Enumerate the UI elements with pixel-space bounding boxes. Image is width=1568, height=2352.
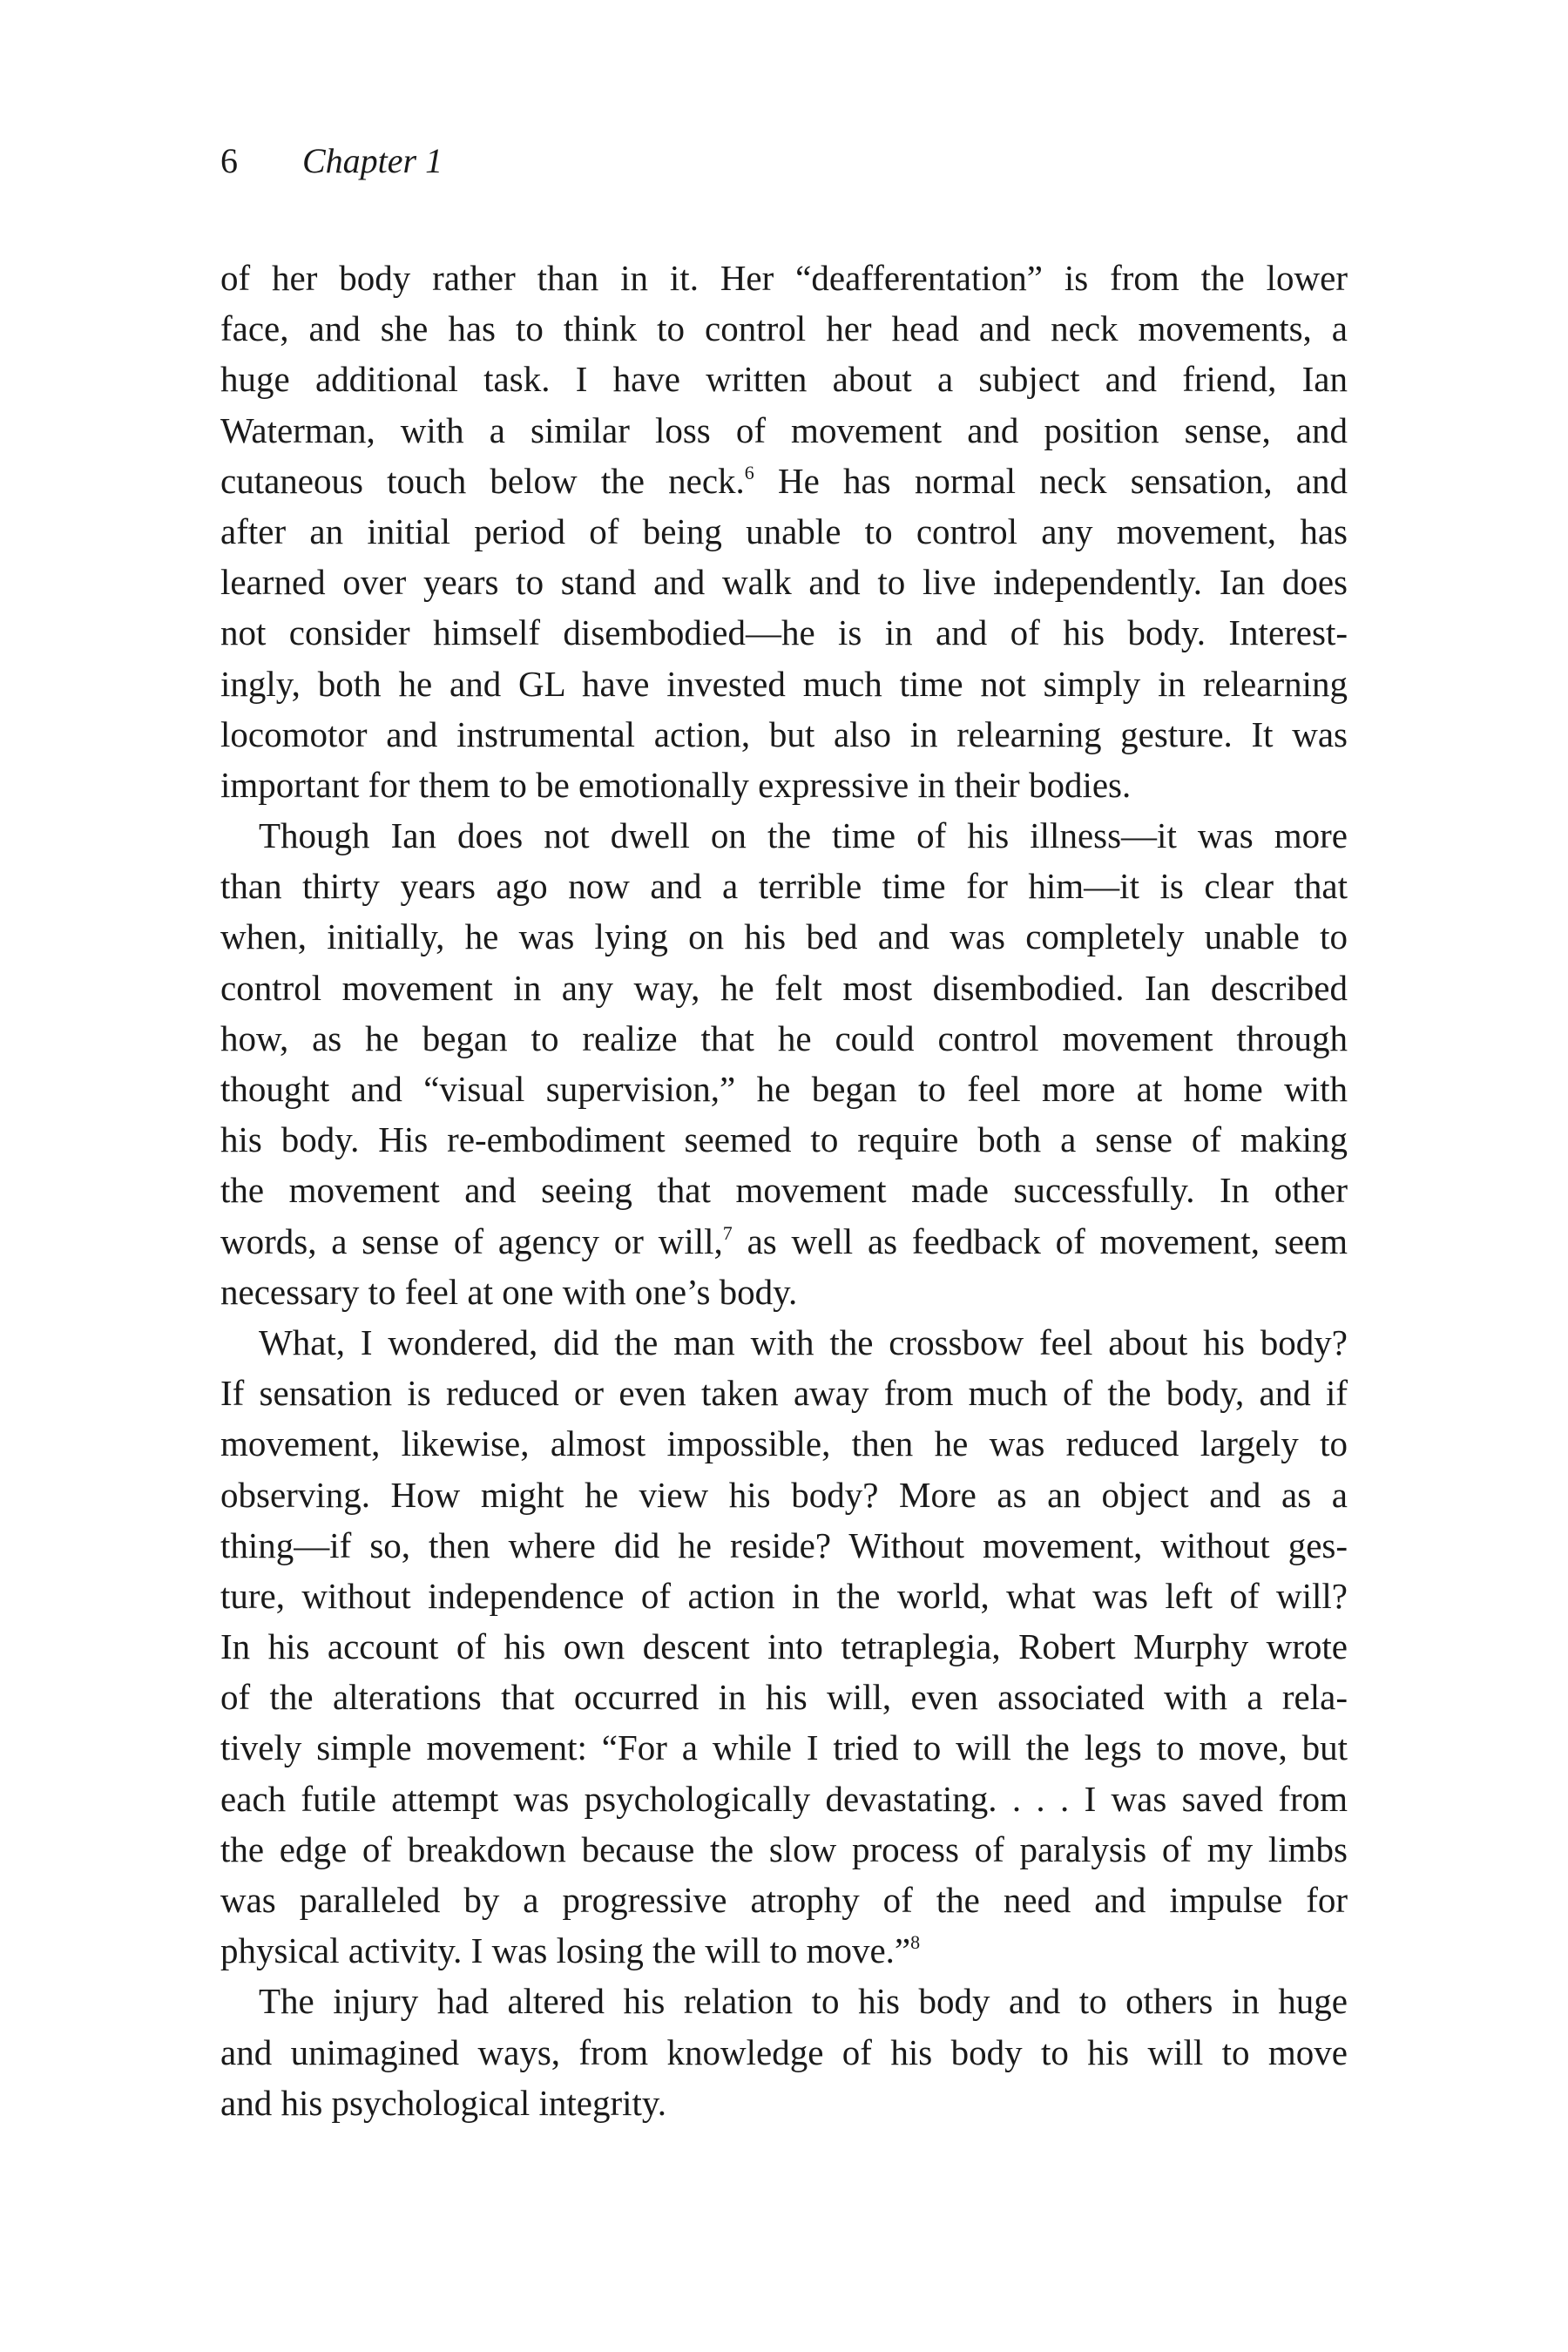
line-text: and unimagined ways, from knowledge of his body to his will to move bbox=[220, 2031, 1348, 2072]
line-text: when, initially, he was lying on his bed and was completely unable to bbox=[220, 916, 1348, 957]
body-text bbox=[220, 253, 1348, 2128]
line-text: than thirty years ago now and a terrible time for him—it is clear that bbox=[220, 866, 1348, 907]
line-text: movement, likewise, almost impossible, then he was reduced largely to bbox=[220, 1423, 1348, 1464]
paragraph bbox=[220, 1976, 1348, 2128]
text-line bbox=[220, 1722, 1348, 1773]
line-text: the movement and seeing that movement made successfully. In other bbox=[220, 1170, 1348, 1211]
line-text: If sensation is reduced or even taken away from much of the body, and if bbox=[220, 1373, 1348, 1414]
line-text: huge additional task. I have written about a subject and friend, Ian bbox=[220, 359, 1348, 400]
text-line bbox=[220, 911, 1348, 962]
line-text: of her body rather than in it. Her “deafferentation” is from the lower bbox=[220, 258, 1348, 298]
line-text: ture, without independence of action in the world, what was left of will? bbox=[220, 1575, 1348, 1616]
line-text: What, I wondered, did the man with the crossbow feel about his body? bbox=[259, 1321, 1348, 1362]
text-line bbox=[220, 1013, 1348, 1064]
line-text: physical activity. I was losing the will to move.” bbox=[220, 1930, 911, 1971]
text-line bbox=[220, 1875, 1348, 1925]
text-line bbox=[220, 709, 1348, 760]
line-text: locomotor and instrumental action, but also in relearning gesture. It was bbox=[220, 713, 1348, 754]
paragraph bbox=[220, 1317, 1348, 1976]
text-line bbox=[220, 810, 1348, 861]
text-line bbox=[220, 456, 1348, 506]
line-text: face, and she has to think to control her head and neck movements, a bbox=[220, 308, 1348, 349]
text-line bbox=[220, 1418, 1348, 1469]
paragraph bbox=[220, 810, 1348, 1317]
page-number: 6 bbox=[220, 141, 238, 180]
text-line bbox=[220, 1165, 1348, 1215]
text-line bbox=[220, 1672, 1348, 1722]
line-text: thing—if so, then where did he reside? Without movement, without ges- bbox=[220, 1524, 1348, 1565]
line-text-continued: as well as feedback of movement, seem bbox=[732, 1220, 1348, 1261]
text-line bbox=[220, 2027, 1348, 2078]
text-line bbox=[220, 1774, 1348, 1824]
text-line bbox=[220, 607, 1348, 658]
line-text: observing. How might he view his body? More as an object and as a bbox=[220, 1474, 1348, 1515]
text-line bbox=[220, 1976, 1348, 2026]
text-line bbox=[220, 1824, 1348, 1875]
text-line bbox=[220, 506, 1348, 557]
line-text: important for them to be emotionally expressive in their bodies. bbox=[220, 764, 1132, 805]
text-line bbox=[220, 405, 1348, 456]
text-line bbox=[220, 253, 1348, 303]
footnote-marker[interactable]: 7 bbox=[722, 1221, 733, 1244]
text-line bbox=[220, 1621, 1348, 1672]
line-text: In his account of his own descent into tetraplegia, Robert Murphy wrote bbox=[220, 1626, 1348, 1667]
text-line bbox=[220, 1470, 1348, 1520]
text-line bbox=[220, 2078, 1348, 2128]
paragraph bbox=[220, 253, 1348, 810]
line-text: necessary to feel at one with one’s body. bbox=[220, 1271, 798, 1312]
footnote-marker[interactable]: 6 bbox=[744, 461, 754, 483]
line-text: and his psychological integrity. bbox=[220, 2082, 667, 2123]
line-text: cutaneous touch below the neck. bbox=[220, 460, 745, 501]
line-text: words, a sense of agency or will, bbox=[220, 1220, 723, 1261]
text-line bbox=[220, 1114, 1348, 1165]
text-line bbox=[220, 1267, 1348, 1317]
text-line bbox=[220, 1317, 1348, 1368]
line-text: Though Ian does not dwell on the time of his illness—it was more bbox=[259, 815, 1348, 856]
line-text: tively simple movement: “For a while I tried to will the legs to move, but bbox=[220, 1727, 1348, 1768]
line-text: The injury had altered his relation to his body and to others in huge bbox=[259, 1981, 1348, 2022]
footnote-marker[interactable]: 8 bbox=[910, 1931, 921, 1954]
line-text: ingly, both he and GL have invested much time not simply in relearning bbox=[220, 663, 1348, 704]
line-text: each futile attempt was psychologically devastating. . . . I was saved from bbox=[220, 1778, 1348, 1819]
text-line bbox=[220, 354, 1348, 404]
line-text: how, as he began to realize that he could control movement through bbox=[220, 1017, 1348, 1058]
text-line bbox=[220, 1571, 1348, 1621]
line-text: control movement in any way, he felt most disembodied. Ian described bbox=[220, 967, 1348, 1008]
line-text: his body. His re-embodiment seemed to require both a sense of making bbox=[220, 1119, 1348, 1160]
line-text: the edge of breakdown because the slow process of paralysis of my limbs bbox=[220, 1828, 1348, 1869]
text-line bbox=[220, 1925, 1348, 1976]
chapter-label: Chapter 1 bbox=[302, 141, 443, 180]
text-line bbox=[220, 659, 1348, 709]
line-text: of the alterations that occurred in his will, even associated with a rela- bbox=[220, 1677, 1348, 1718]
line-text: learned over years to stand and walk and to live independently. Ian does bbox=[220, 562, 1348, 603]
text-line bbox=[220, 1520, 1348, 1571]
text-line bbox=[220, 303, 1348, 354]
line-text: Waterman, with a similar loss of movement and position sense, and bbox=[220, 409, 1348, 450]
line-text: was paralleled by a progressive atrophy of the need and impulse for bbox=[220, 1880, 1348, 1920]
text-line bbox=[220, 557, 1348, 607]
running-head bbox=[220, 139, 443, 183]
text-line bbox=[220, 1216, 1348, 1267]
line-text: not consider himself disembodied—he is in and of his body. Interest- bbox=[220, 612, 1348, 653]
line-text-continued: He has normal neck sensation, and bbox=[754, 460, 1348, 501]
text-line bbox=[220, 861, 1348, 911]
text-line bbox=[220, 1368, 1348, 1418]
line-text: after an initial period of being unable to control any movement, has bbox=[220, 510, 1348, 551]
line-text: thought and “visual supervision,” he began to feel more at home with bbox=[220, 1069, 1348, 1109]
text-line bbox=[220, 963, 1348, 1013]
text-line bbox=[220, 1064, 1348, 1114]
text-line bbox=[220, 760, 1348, 810]
